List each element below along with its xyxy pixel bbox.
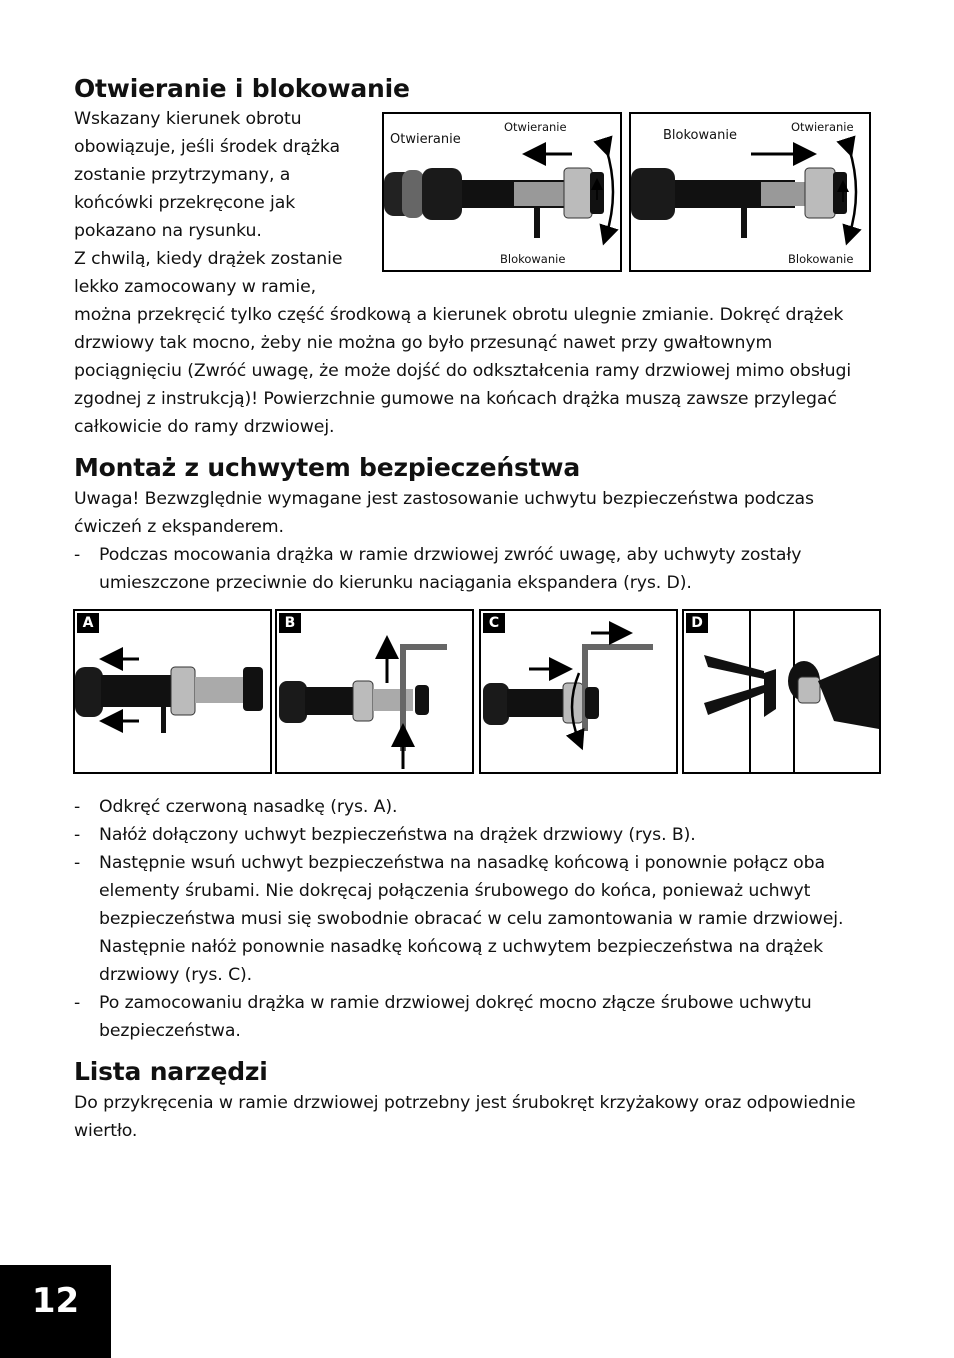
tools-text: Do przykręcenia w ramie drzwiowej potrzebny jest śrubokręt krzyżakowy oraz odpowiednie wiertło. [74,1093,856,1141]
figure-letter: C [483,613,505,633]
opening-locking-figures [382,112,880,272]
label-bottom: Blokowanie [500,252,566,266]
bullets-after [74,793,880,1045]
list-item: - Nałóż dołączony uchwyt bezpieczeństwa na drążek drzwiowy (rys. B). [74,821,880,849]
list-item: - Podczas mocowania drążka w ramie drzwiowej zwróć uwagę, aby uchwyty zostały umieszczone przeciwnie do kierunku naciągania ekspandera (rys. D). [74,541,880,597]
figure-opening [382,112,622,272]
figure-b [275,609,474,774]
figure-b-illustration [277,611,472,772]
list-item: - Odkręć czerwoną nasadkę (rys. A). [74,793,880,821]
list-item: - Po zamocowaniu drążka w ramie drzwiowej dokręć mocno złącze śrubowe uchwytu bezpieczeństwa. [74,989,880,1045]
label-top: Otwieranie [791,120,854,134]
continuation-text: można przekręcić tylko część środkową a kierunek obrotu ulegnie zmianie. Dokręć drążek drzwiowy tak mocno, żeby nie można go było przesunąć nawet przy gwałtownym pociągnięciu (Zwróć uwagę, że może dojść do odkształcenia ramy drzwiowej mimo obsługi zgodnej z instrukcją)! Powierzchnie gumowe na końcach drążka muszą zawsze przylegać całkowicie do ramy drzwiowej. [74,305,852,437]
figure-d [682,609,881,774]
intro-line: pokazano na rysunku. [74,221,262,241]
figure-locking [629,112,871,272]
label-top: Otwieranie [504,120,567,134]
figure-c-illustration [481,611,676,772]
figure-letter: A [77,613,99,633]
warning-text: Uwaga! Bezwzględnie wymagane jest zastosowanie uchwytu bezpieczeństwa podczas ćwiczeń z ekspanderem. [74,489,814,537]
label-main: Blokowanie [663,128,737,143]
intro-line: zostanie przytrzymany, a [74,165,291,185]
heading-opening-locking: Otwieranie i blokowanie [74,74,410,103]
label-main: Otwieranie [390,132,461,147]
label-bottom: Blokowanie [788,252,854,266]
intro-line: Wskazany kierunek obrotu [74,109,302,129]
bullets-before [74,541,880,597]
list-item: - Następnie wsuń uchwyt bezpieczeństwa na nasadkę końcową i ponownie połącz oba elementy śrubami. Nie dokręcaj połączenia śrubowego do końca, ponieważ uchwyt bezpieczeństwa musi się swobodnie obracać w celu zamontowania w ramie drzwiowej. Następnie nałóż ponownie nasadkę końcową z uchwytem bezpieczeństwa na drążek drzwiowy (rys. C). [74,849,880,989]
heading-tools: Lista narzędzi [74,1057,268,1086]
intro-text [74,105,364,301]
figure-d-illustration [684,611,879,772]
safety-mount-figures [73,609,881,774]
figure-letter: B [279,613,301,633]
figure-c [479,609,678,774]
heading-safety-mount: Montaż z uchwytem bezpieczeństwa [74,453,580,482]
intro-line: Z chwilą, kiedy drążek zostanie [74,249,343,269]
figure-letter: D [686,613,708,633]
page-number: 12 [0,1265,111,1358]
figure-a [73,609,272,774]
intro-line: obowiązuje, jeśli środek drążka [74,137,340,157]
figure-a-illustration [75,611,270,772]
intro-line: końcówki przekręcone jak [74,193,296,213]
intro-line: lekko zamocowany w ramie, [74,277,317,297]
